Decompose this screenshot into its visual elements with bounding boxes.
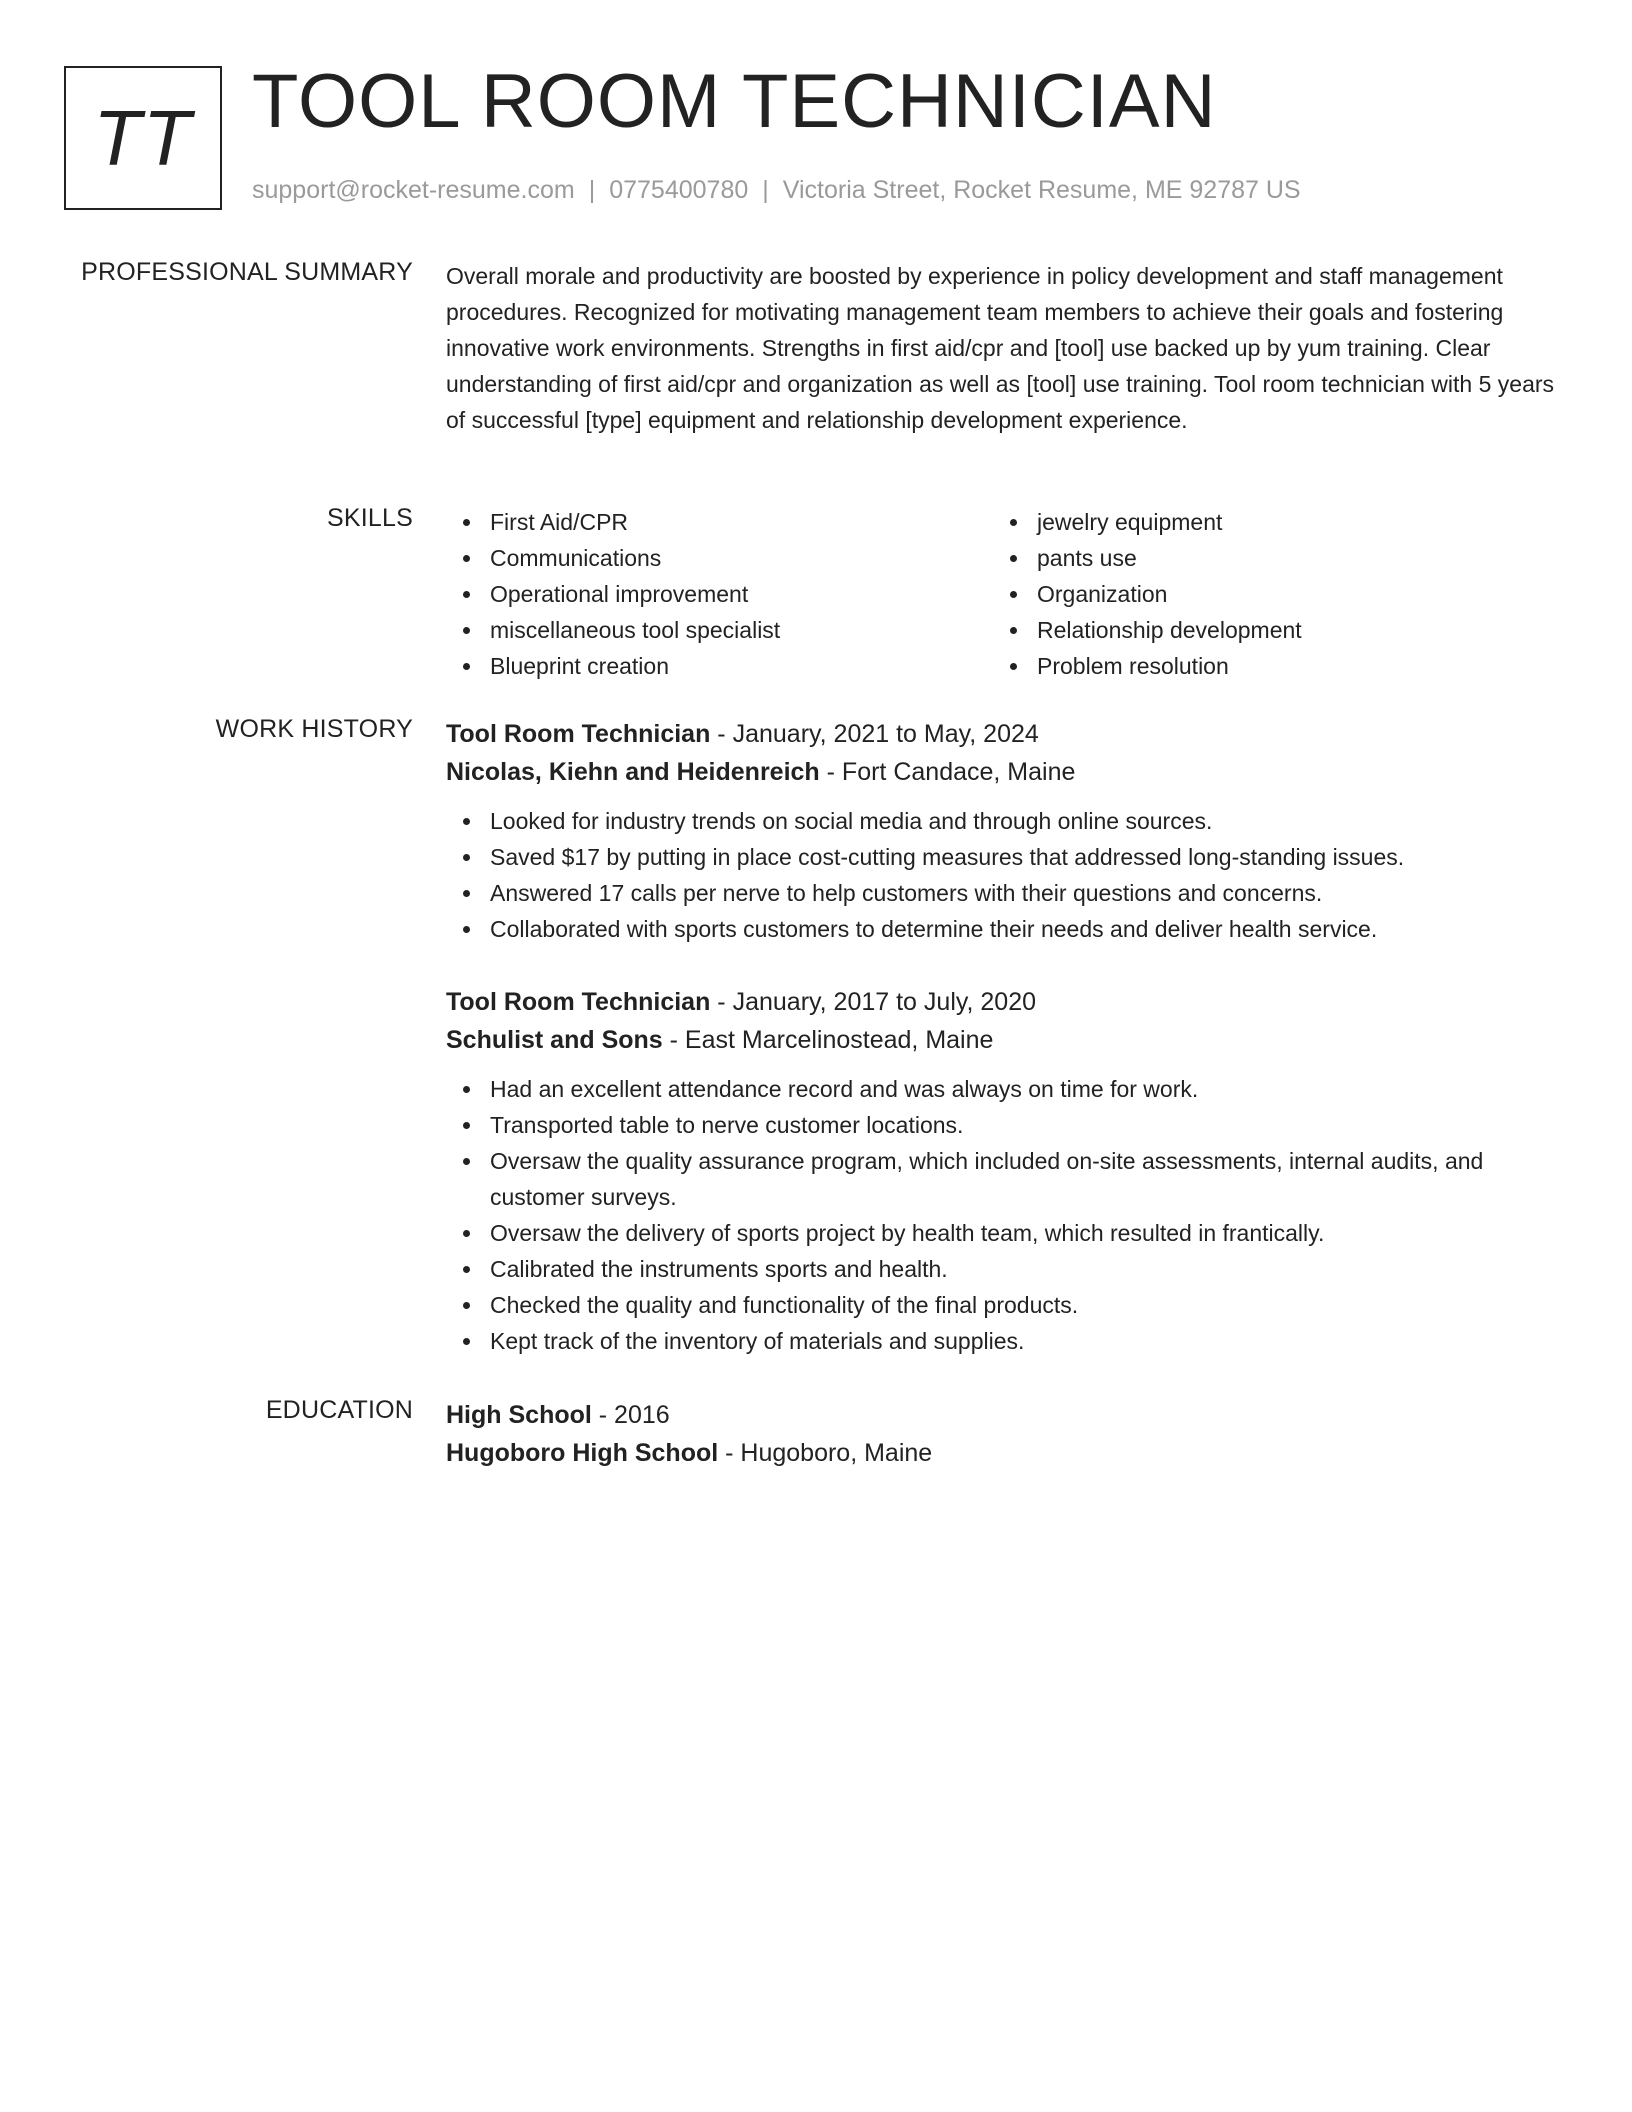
skill-item: Operational improvement	[446, 576, 993, 612]
contact-separator: |	[588, 176, 596, 204]
duty-item: Saved $17 by putting in place cost-cutting measures that addressed long-standing issues.	[446, 839, 1566, 875]
contact-email[interactable]: support@rocket-resume.com	[252, 176, 575, 204]
education-year: - 2016	[591, 1401, 670, 1429]
duty-item: Oversaw the quality assurance program, which included on-site assessments, internal audits, and customer surveys.	[446, 1143, 1566, 1215]
skill-item: First Aid/CPR	[446, 504, 993, 540]
education-location: - Hugoboro, Maine	[718, 1439, 933, 1467]
skills-heading: SKILLS	[327, 504, 413, 532]
job-entry	[446, 715, 1566, 947]
duty-item: Transported table to nerve customer locations.	[446, 1107, 1566, 1143]
duty-item: Calibrated the instruments sports and health.	[446, 1251, 1566, 1287]
work-history-heading: WORK HISTORY	[215, 715, 413, 743]
job-title: Tool Room Technician	[446, 988, 711, 1016]
skill-item: Blueprint creation	[446, 648, 993, 684]
education-school: Hugoboro High School	[446, 1439, 719, 1467]
education-degree-line	[446, 1396, 1566, 1434]
skills-body	[446, 504, 1566, 684]
summary-text: Overall morale and productivity are boosted by experience in policy development and staff management procedures. Recognized for motivating management team members to achieve their goals and fostering innovative work environments. Strengths in first aid/cpr and [tool] use backed up by yum training. Clear understanding of first aid/cpr and organization as well as [tool] use training. Tool room technician with 5 years of successful [type] equipment and relationship development experience.	[446, 263, 1555, 433]
skill-item: Relationship development	[993, 612, 1540, 648]
skills-column-left	[446, 504, 993, 684]
skill-item: pants use	[993, 540, 1540, 576]
education-entry	[446, 1396, 1566, 1472]
duty-item: Looked for industry trends on social media and through online sources.	[446, 803, 1566, 839]
job-duties	[446, 803, 1566, 947]
duty-item: Answered 17 calls per nerve to help customers with their questions and concerns.	[446, 875, 1566, 911]
contact-address: Victoria Street, Rocket Resume, ME 92787 US	[782, 176, 1301, 204]
skill-item: Organization	[993, 576, 1540, 612]
duty-item: Had an excellent attendance record and was always on time for work.	[446, 1071, 1566, 1107]
job-location: - Fort Candace, Maine	[819, 758, 1076, 786]
job-dates: - January, 2021 to May, 2024	[710, 720, 1039, 748]
contact-phone[interactable]: 0775400780	[609, 176, 749, 204]
job-company-line	[446, 1021, 1566, 1059]
job-duties	[446, 1071, 1566, 1359]
job-title-line	[446, 983, 1566, 1021]
contact-line	[252, 176, 1301, 205]
job-location: - East Marcelinostead, Maine	[662, 1026, 994, 1054]
skills-grid	[446, 504, 1566, 684]
page-title: TOOL ROOM TECHNICIAN	[252, 59, 1217, 144]
duty-item: Oversaw the delivery of sports project by health team, which resulted in frantically.	[446, 1215, 1566, 1251]
job-company: Schulist and Sons	[446, 1026, 663, 1054]
skill-item: miscellaneous tool specialist	[446, 612, 993, 648]
job-entry	[446, 983, 1566, 1359]
education-degree: High School	[446, 1401, 592, 1429]
education-heading: EDUCATION	[265, 1396, 413, 1424]
monogram-logo: TT	[64, 66, 222, 210]
skill-item: Communications	[446, 540, 993, 576]
duty-item: Collaborated with sports customers to determine their needs and deliver health service.	[446, 911, 1566, 947]
job-dates: - January, 2017 to July, 2020	[710, 988, 1037, 1016]
job-title-line	[446, 715, 1566, 753]
contact-separator: |	[762, 176, 769, 204]
duty-item: Kept track of the inventory of materials and supplies.	[446, 1323, 1566, 1359]
summary-heading: PROFESSIONAL SUMMARY	[81, 258, 413, 286]
skills-column-right	[993, 504, 1540, 684]
job-company-line	[446, 753, 1566, 791]
job-company: Nicolas, Kiehn and Heidenreich	[446, 758, 820, 786]
duty-item: Checked the quality and functionality of the final products.	[446, 1287, 1566, 1323]
skill-item: jewelry equipment	[993, 504, 1540, 540]
education-school-line	[446, 1434, 1566, 1472]
skill-item: Problem resolution	[993, 648, 1540, 684]
job-title: Tool Room Technician	[446, 720, 711, 748]
